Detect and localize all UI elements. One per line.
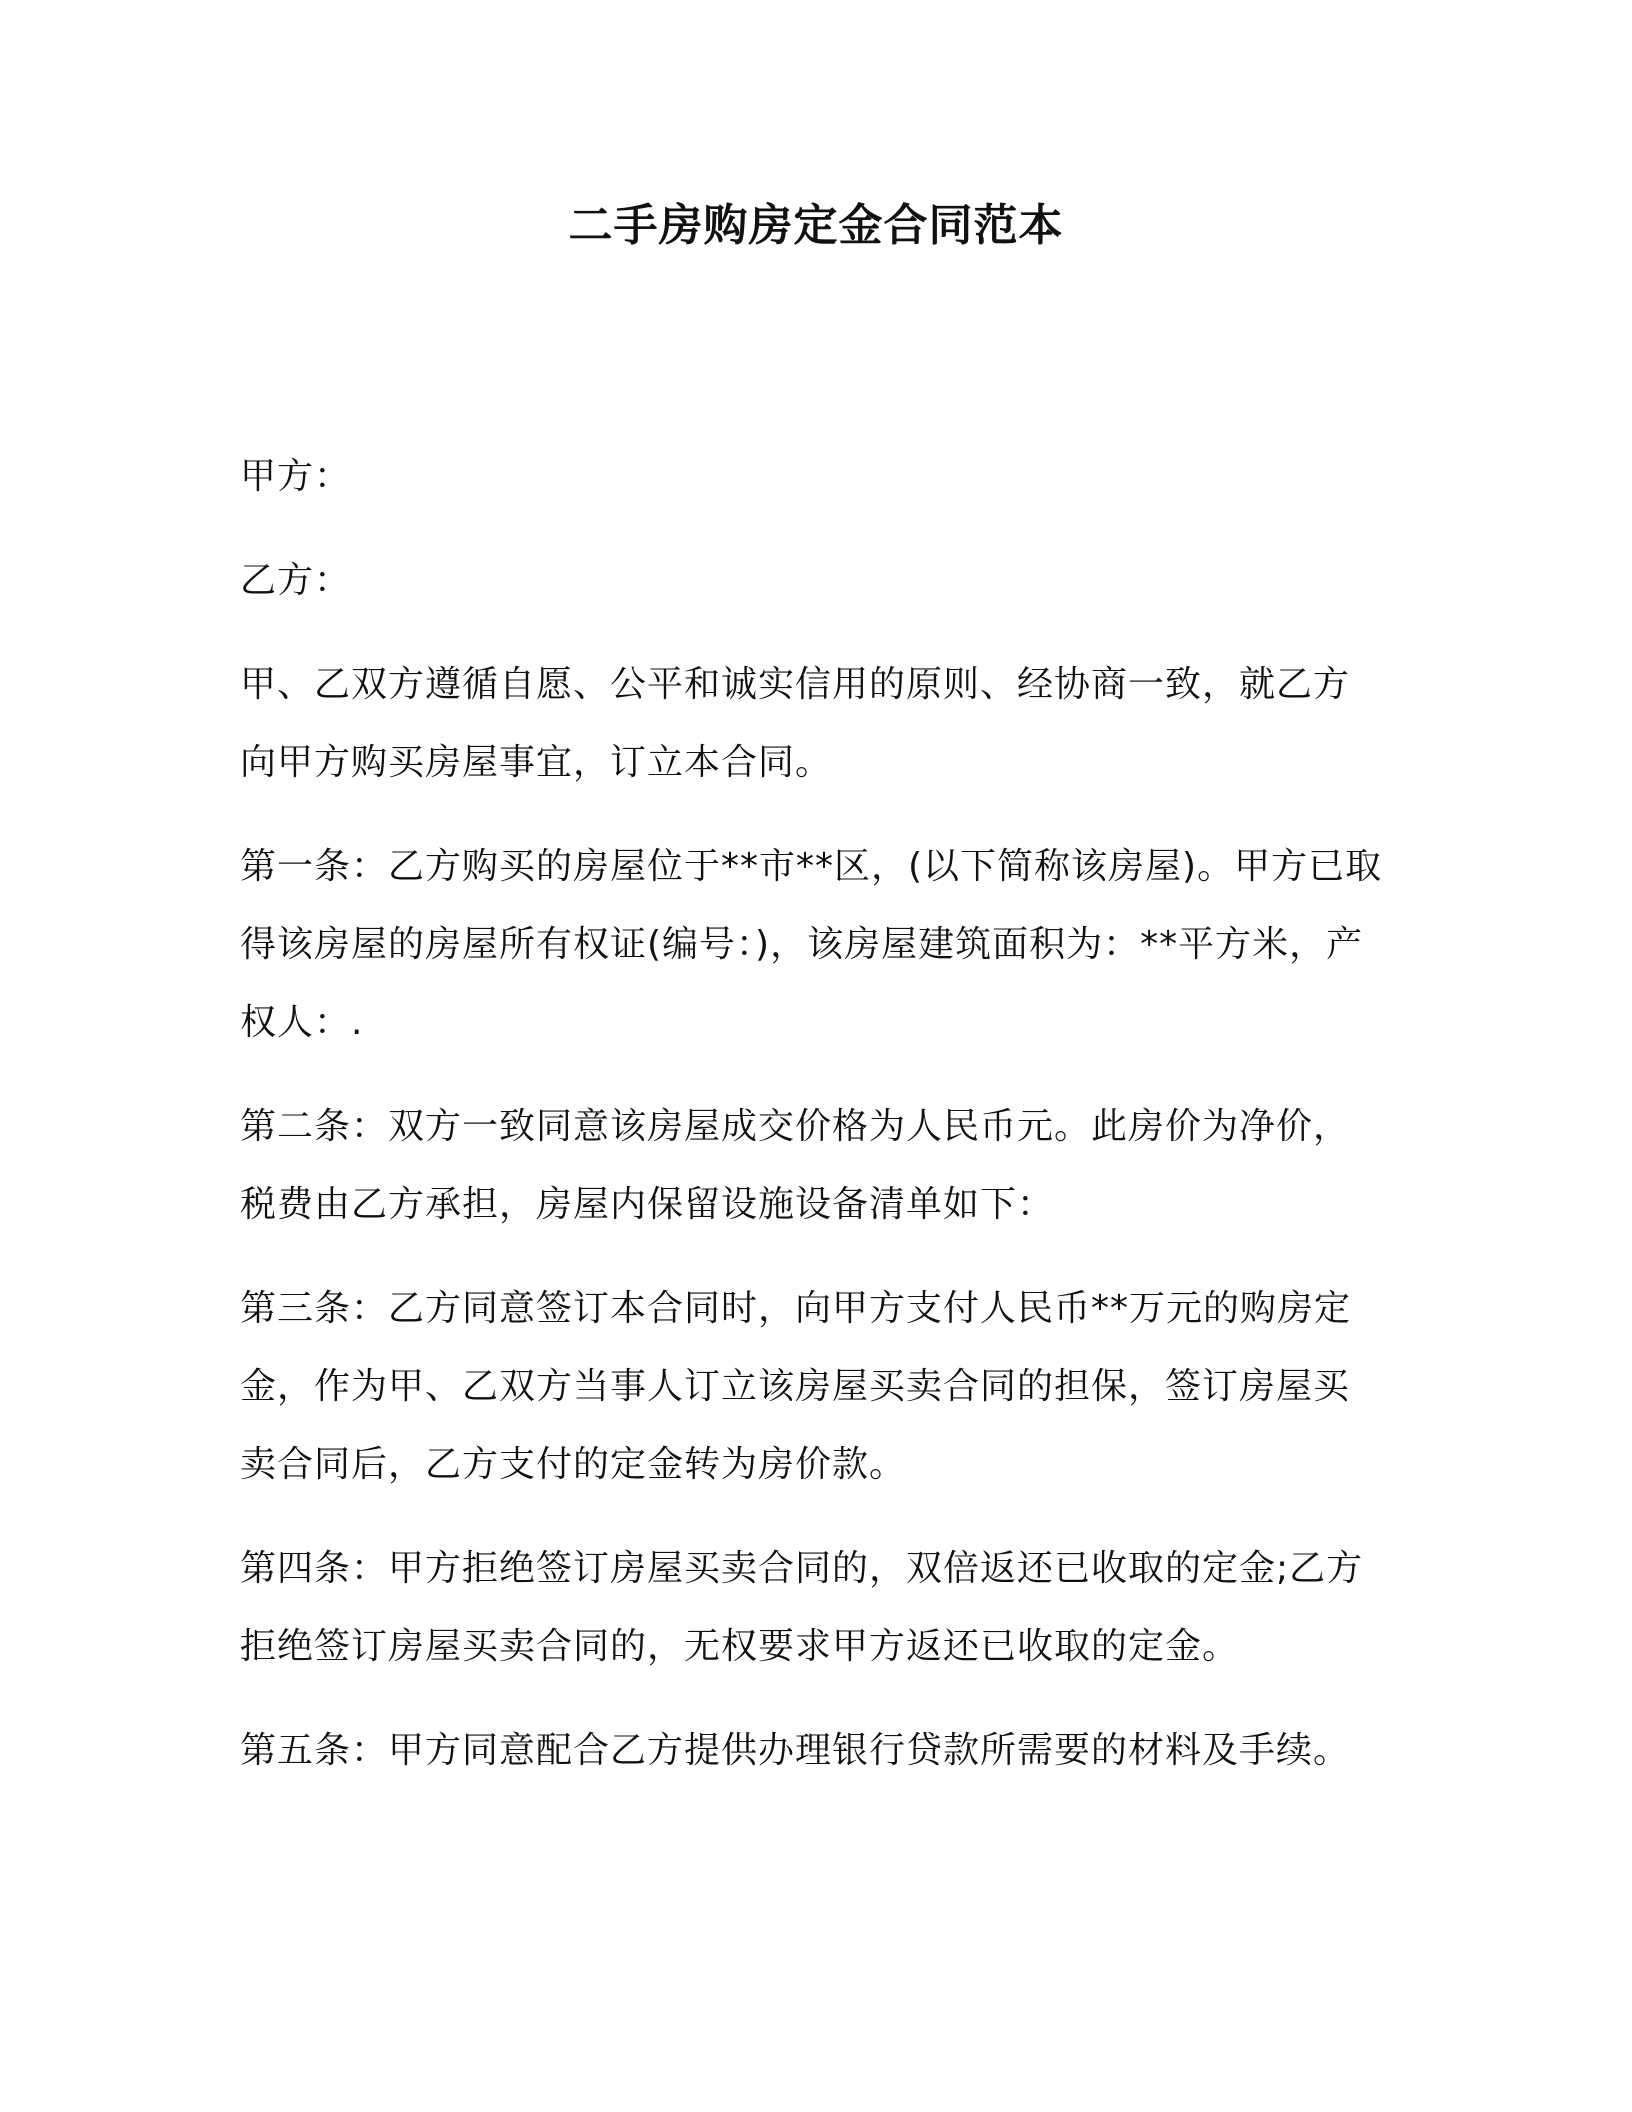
intro-line: 向甲方购买房屋事宜，订立本合同。 [240, 742, 833, 783]
article-4-line: 第四条：甲方拒绝签订房屋买卖合同的，双倍返还已收取的定金;乙方 [240, 1548, 1364, 1589]
article-2-line: 税费由乙方承担，房屋内保留设施设备清单如下： [240, 1184, 1055, 1225]
document-title: 二手房购房定金合同范本 [568, 200, 1064, 251]
intro-line: 甲、乙双方遵循自愿、公平和诚实信用的原则、经协商一致，就乙方 [240, 664, 1351, 705]
article-3-line: 第三条：乙方同意签订本合同时，向甲方支付人民币**万元的购房定 [240, 1288, 1352, 1329]
intro-paragraph [240, 646, 1400, 802]
article-2-paragraph [240, 1088, 1400, 1244]
article-1-line: 第一条：乙方购买的房屋位于**市**区，(以下简称该房屋)。甲方已取 [240, 846, 1383, 887]
document-body [240, 438, 1400, 1816]
article-5-paragraph [240, 1712, 1400, 1790]
article-4-line: 拒绝签订房屋买卖合同的，无权要求甲方返还已收取的定金。 [240, 1626, 1240, 1667]
article-5-line: 第五条：甲方同意配合乙方提供办理银行贷款所需要的材料及手续。 [240, 1730, 1351, 1771]
article-1-line: 得该房屋的房屋所有权证(编号：)，该房屋建筑面积为：**平方米，产 [240, 924, 1364, 965]
article-3-paragraph [240, 1270, 1400, 1504]
party-a-line: 甲方： [240, 456, 352, 497]
article-1-paragraph [240, 828, 1400, 1062]
article-3-line: 卖合同后，乙方支付的定金转为房价款。 [240, 1444, 907, 1485]
article-2-line: 第二条：双方一致同意该房屋成交价格为人民币元。此房价为净价， [240, 1106, 1351, 1147]
party-b-line: 乙方： [240, 560, 352, 601]
article-1-line: 权人：. [240, 1002, 364, 1043]
article-3-line: 金，作为甲、乙双方当事人订立该房屋买卖合同的担保，签订房屋买 [240, 1366, 1351, 1407]
article-4-paragraph [240, 1530, 1400, 1686]
